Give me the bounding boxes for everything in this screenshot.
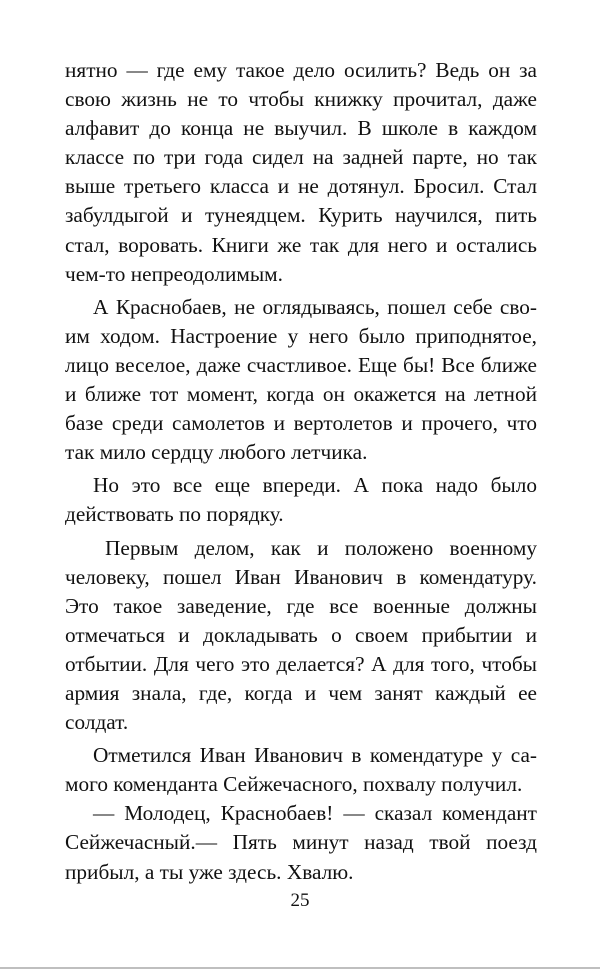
- text-line: лицо веселое, даже счастливое. Еще бы! Все ближе: [65, 352, 537, 377]
- text-line: действовать по порядку.: [65, 502, 284, 527]
- text-line: прибыл, а ты уже здесь. Хвалю.: [65, 859, 354, 884]
- text-line: чем-то непреодолимым.: [65, 261, 283, 286]
- text-line: забулдыгой и тунеядцем. Курить научился, пить: [65, 203, 537, 228]
- paragraph-start-line: А Краснобаев, не оглядываясь, пошел себе сво-: [93, 294, 537, 319]
- bottom-divider: [0, 967, 600, 969]
- text-line: классе по три года сидел на задней парте, но так: [65, 145, 537, 170]
- text-line: алфавит до конца не выучил. В школе в каждом: [65, 116, 537, 141]
- text-line: базе среди самолетов и вертолетов и прочего, что: [65, 411, 537, 436]
- text-line: так мило сердцу любого летчика.: [65, 440, 368, 465]
- text-line: стал, воровать. Книги же так для него и остались: [65, 232, 537, 257]
- text-line: Сейжечасный.— Пять минут назад твой поезд: [65, 830, 537, 855]
- text-line: выше третьего класса и не дотянул. Бросил. Стал: [65, 174, 537, 199]
- paragraph-start-line: Но это все еще впереди. А пока надо было: [93, 473, 537, 498]
- paragraph-start-line: Отметился Иван Иванович в комендатуре у са-: [93, 743, 537, 768]
- text-line: нятно — где ему такое дело осилить? Ведь он за: [65, 58, 537, 82]
- text-line: Это такое заведение, где все военные должны: [65, 593, 537, 618]
- text-line: солдат.: [65, 710, 129, 735]
- text-line: мого коменданта Сейжечасного, похвалу получил.: [65, 772, 523, 797]
- text-line: отмечаться и докладывать о своем прибытии и: [65, 622, 537, 647]
- text-line: свою жизнь не то чтобы книжку прочитал, даже: [65, 87, 537, 112]
- page-number: 25: [290, 890, 310, 911]
- text-line: и ближе тот момент, когда он окажется на летной: [65, 382, 537, 407]
- text-line: человеку, пошел Иван Иванович в комендатуру.: [65, 564, 537, 589]
- body-text: [65, 56, 537, 887]
- text-line: им ходом. Настроение у него было приподнятое,: [65, 323, 537, 348]
- dialogue-line: — Молодец, Краснобаев! — сказал комендант: [93, 801, 537, 826]
- text-line: отбытии. Для чего это делается? А для того, чтобы: [65, 651, 537, 676]
- paragraph-start-line: Первым делом, как и положено военному: [105, 535, 537, 560]
- text-line: армия знала, где, когда и чем занят каждый ее: [65, 680, 537, 705]
